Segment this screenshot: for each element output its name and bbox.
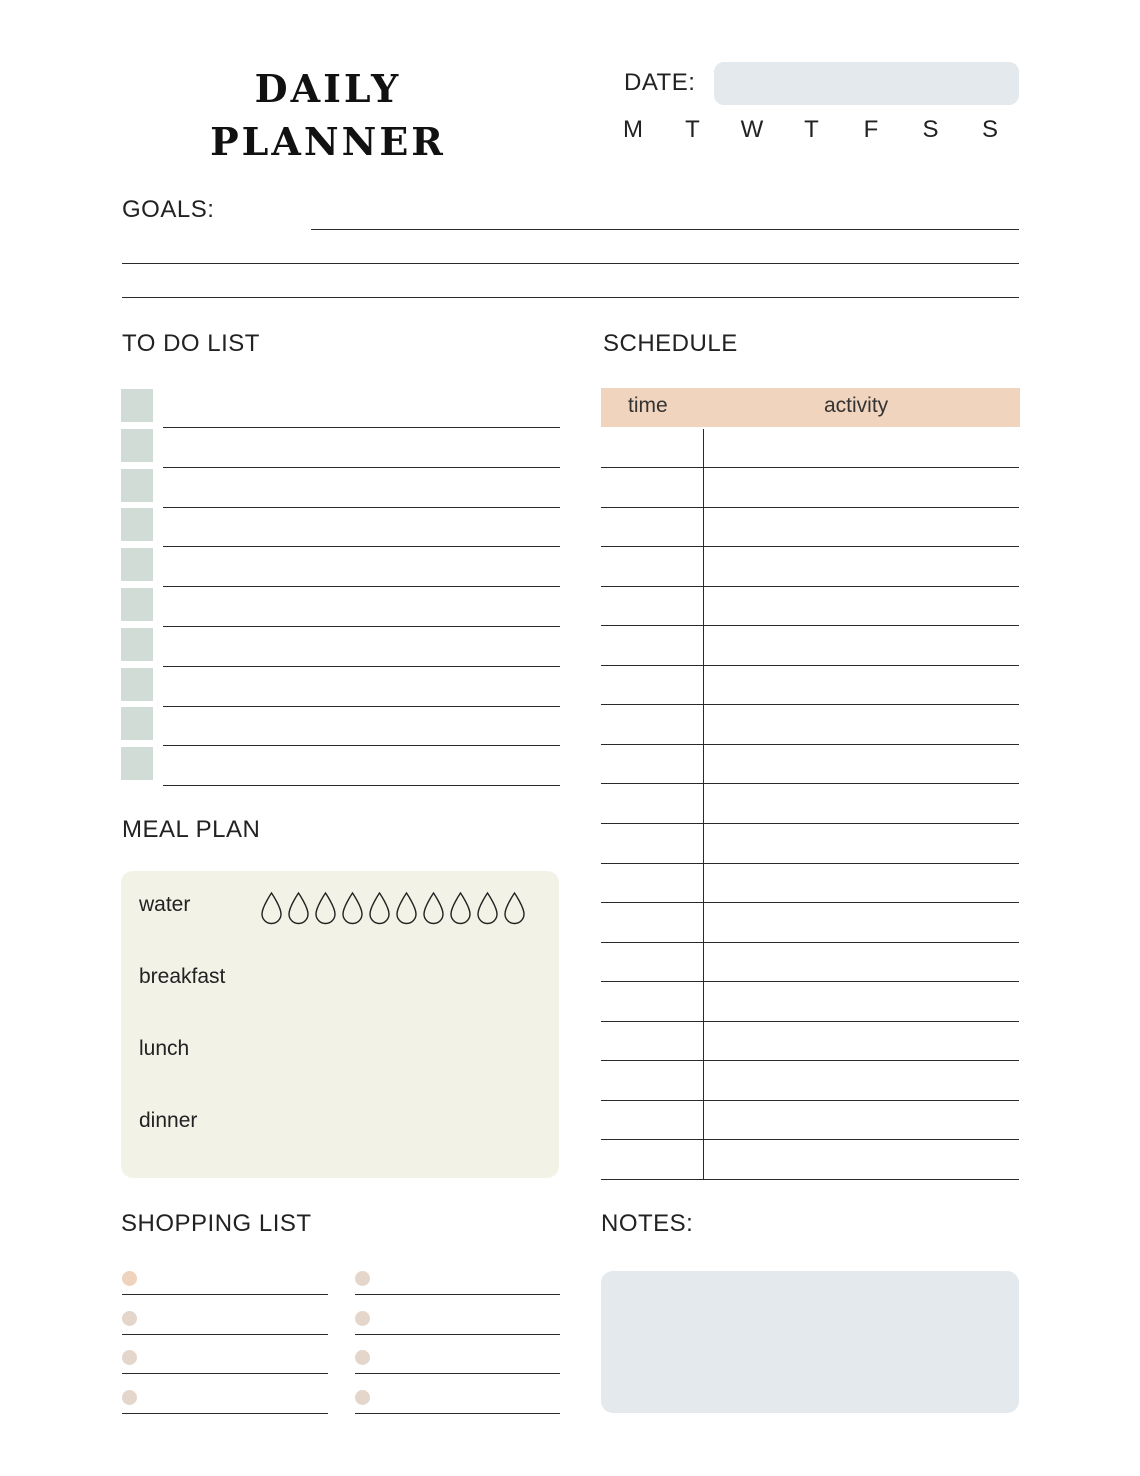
schedule-divider: [703, 429, 704, 1179]
water-drop-icon[interactable]: [474, 890, 501, 926]
todo-line[interactable]: [163, 666, 560, 667]
schedule-row-line[interactable]: [601, 744, 1019, 745]
water-drop-icon[interactable]: [501, 890, 528, 926]
schedule-row-line[interactable]: [601, 902, 1019, 903]
goals-label: GOALS:: [122, 196, 215, 223]
water-drop-icon[interactable]: [393, 890, 420, 926]
todo-checkbox[interactable]: [121, 707, 153, 740]
shopping-bullet: [355, 1311, 370, 1326]
title-daily: DAILY: [254, 66, 402, 111]
notes-area[interactable]: [601, 1271, 1019, 1413]
shopping-bullet: [122, 1350, 137, 1365]
todo-checkbox[interactable]: [121, 429, 153, 462]
water-drop-icon[interactable]: [285, 890, 312, 926]
shopping-bullet: [355, 1271, 370, 1286]
todo-line[interactable]: [163, 785, 560, 786]
weekday-1[interactable]: T: [685, 116, 700, 143]
schedule-row-line[interactable]: [601, 467, 1019, 468]
shopping-line[interactable]: [122, 1334, 328, 1335]
meal-dinner-label: dinner: [139, 1109, 198, 1132]
schedule-activity-header: activity: [824, 394, 889, 417]
todo-checkbox[interactable]: [121, 469, 153, 502]
weekday-3[interactable]: T: [804, 116, 819, 143]
schedule-header: [601, 388, 1020, 427]
date-field[interactable]: [714, 62, 1019, 105]
water-tracker: [258, 890, 528, 926]
schedule-row-line[interactable]: [601, 586, 1019, 587]
todo-line[interactable]: [163, 507, 560, 508]
todo-heading: TO DO LIST: [122, 330, 260, 357]
notes-heading: NOTES:: [601, 1210, 694, 1237]
shopping-bullet: [355, 1350, 370, 1365]
schedule-row-line[interactable]: [601, 863, 1019, 864]
meal-lunch-label: lunch: [139, 1037, 190, 1060]
todo-checkbox[interactable]: [121, 548, 153, 581]
water-drop-icon[interactable]: [420, 890, 447, 926]
weekday-5[interactable]: S: [922, 116, 939, 143]
weekday-2[interactable]: W: [740, 116, 764, 143]
meal-plan-heading: MEAL PLAN: [122, 816, 261, 843]
schedule-row-line[interactable]: [601, 823, 1019, 824]
shopping-line[interactable]: [355, 1334, 560, 1335]
shopping-line[interactable]: [355, 1294, 560, 1295]
water-label: water: [139, 893, 191, 916]
shopping-line[interactable]: [122, 1294, 328, 1295]
schedule-row-line[interactable]: [601, 546, 1019, 547]
schedule-time-header: time: [628, 394, 668, 417]
todo-line[interactable]: [163, 586, 560, 587]
water-drop-icon[interactable]: [447, 890, 474, 926]
schedule-heading: SCHEDULE: [603, 330, 738, 357]
schedule-row-line[interactable]: [601, 625, 1019, 626]
shopping-line[interactable]: [355, 1373, 560, 1374]
shopping-heading: SHOPPING LIST: [121, 1210, 312, 1237]
water-drop-icon[interactable]: [312, 890, 339, 926]
meal-breakfast-label: breakfast: [139, 965, 226, 988]
schedule-row-line[interactable]: [601, 981, 1019, 982]
todo-checkbox[interactable]: [121, 668, 153, 701]
todo-line[interactable]: [163, 427, 560, 428]
goals-line[interactable]: [122, 263, 1019, 264]
todo-line[interactable]: [163, 626, 560, 627]
shopping-line[interactable]: [122, 1413, 328, 1414]
todo-line[interactable]: [163, 706, 560, 707]
todo-line[interactable]: [163, 745, 560, 746]
schedule-row-line[interactable]: [601, 1100, 1019, 1101]
todo-checkbox[interactable]: [121, 389, 153, 422]
shopping-bullet: [122, 1311, 137, 1326]
water-drop-icon[interactable]: [366, 890, 393, 926]
goals-line[interactable]: [311, 229, 1019, 230]
schedule-row-line[interactable]: [601, 1179, 1019, 1180]
shopping-bullet: [122, 1390, 137, 1405]
shopping-line[interactable]: [355, 1413, 560, 1414]
schedule-row-line[interactable]: [601, 1139, 1019, 1140]
schedule-row-line[interactable]: [601, 704, 1019, 705]
schedule-row-line[interactable]: [601, 942, 1019, 943]
todo-checkbox[interactable]: [121, 588, 153, 621]
title-planner: PLANNER: [210, 119, 446, 164]
shopping-bullet: [122, 1271, 137, 1286]
todo-checkbox[interactable]: [121, 508, 153, 541]
weekday-4[interactable]: F: [863, 116, 879, 143]
water-drop-icon[interactable]: [339, 890, 366, 926]
schedule-row-line[interactable]: [601, 1060, 1019, 1061]
weekday-6[interactable]: S: [981, 116, 998, 143]
water-drop-icon[interactable]: [258, 890, 285, 926]
schedule-row-line[interactable]: [601, 1021, 1019, 1022]
todo-checkbox[interactable]: [121, 747, 153, 780]
schedule-row-line[interactable]: [601, 783, 1019, 784]
shopping-bullet: [355, 1390, 370, 1405]
shopping-line[interactable]: [122, 1373, 328, 1374]
todo-line[interactable]: [163, 467, 560, 468]
goals-line[interactable]: [122, 297, 1019, 298]
schedule-row-line[interactable]: [601, 507, 1019, 508]
weekday-0[interactable]: M: [623, 116, 643, 143]
todo-checkbox[interactable]: [121, 628, 153, 661]
todo-line[interactable]: [163, 546, 560, 547]
date-label: DATE:: [624, 69, 696, 96]
schedule-row-line[interactable]: [601, 665, 1019, 666]
